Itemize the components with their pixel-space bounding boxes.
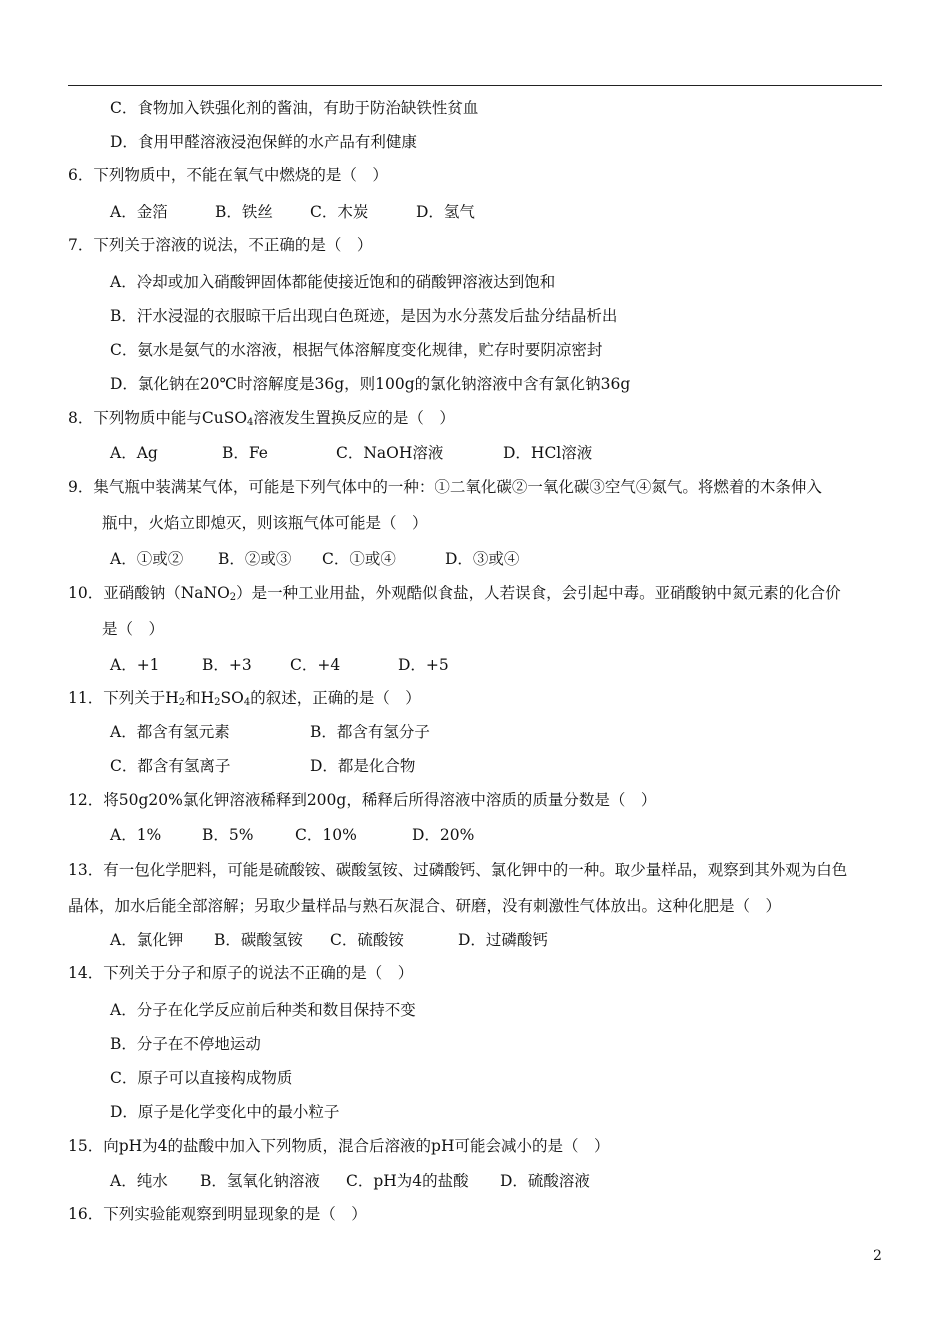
- question-13-cont: 晶体，加水后能全部溶解；另取少量样品与熟石灰混合、研磨，没有刺激性气体放出。这种化肥是（ ）: [68, 897, 782, 915]
- q10-option-d: D．+5: [398, 656, 449, 674]
- q7-option-b: B．汗水浸湿的衣服晾干后出现白色斑迹，是因为水分蒸发后盐分结晶析出: [110, 307, 618, 325]
- q6-option-c: C．木炭: [310, 203, 369, 221]
- q12-option-d: D．20%: [412, 826, 475, 844]
- q8-option-c: C．NaOH溶液: [336, 444, 444, 462]
- option-d: D．食用甲醛溶液浸泡保鲜的水产品有利健康: [110, 133, 417, 151]
- q15-option-d: D．硫酸溶液: [500, 1172, 590, 1190]
- q14-option-d: D．原子是化学变化中的最小粒子: [110, 1103, 340, 1121]
- q9-option-b: B．②或③: [218, 550, 292, 568]
- q13-option-b: B．碳酸氢铵: [214, 931, 303, 949]
- q8-option-a: A．Ag: [110, 444, 158, 462]
- option-c: C．食物加入铁强化剂的酱油，有助于防治缺铁性贫血: [110, 99, 479, 117]
- q11-option-a: A．都含有氢元素: [110, 723, 230, 741]
- q6-option-a: A．金箔: [110, 203, 168, 221]
- question-14: 14．下列关于分子和原子的说法不正确的是（ ）: [68, 964, 414, 982]
- q11-option-b: B．都含有氢分子: [310, 723, 430, 741]
- q11-option-d: D．都是化合物: [310, 757, 416, 775]
- q12-option-c: C．10%: [295, 826, 357, 844]
- question-16: 16．下列实验能观察到明显现象的是（ ）: [68, 1205, 367, 1223]
- q15-option-b: B．氢氧化钠溶液: [200, 1172, 320, 1190]
- question-10: 10．亚硝酸钠（NaNO$_2$）是一种工业用盐，外观酷似食盐，人若误食，会引起中毒。亚硝酸钠中氮元素的化合价: [68, 584, 841, 603]
- q9-option-a: A．①或②: [110, 550, 184, 568]
- q13-option-a: A．氯化钾: [110, 931, 184, 949]
- q9-option-c: C．①或④: [322, 550, 396, 568]
- question-12: 12．将50g20%氯化钾溶液稀释到200g，稀释后所得溶液中溶质的质量分数是（ ）: [68, 791, 657, 809]
- page-number: 2: [873, 1248, 882, 1264]
- q10-option-c: C．+4: [290, 656, 341, 674]
- q14-option-b: B．分子在不停地运动: [110, 1035, 261, 1053]
- question-10-cont: 是（ ）: [102, 620, 165, 638]
- q6-option-d: D．氢气: [416, 203, 475, 221]
- q14-option-a: A．分子在化学反应前后种类和数目保持不变: [110, 1001, 416, 1019]
- question-9: 9．集气瓶中装满某气体，可能是下列气体中的一种：①二氧化碳②一氧化碳③空气④氮气。将燃着的木条伸入: [68, 478, 822, 496]
- question-13: 13．有一包化学肥料，可能是硫酸铵、碳酸氢铵、过磷酸钙、氯化钾中的一种。取少量样品，观察到其外观为白色: [68, 861, 848, 879]
- q7-option-c: C．氨水是氨气的水溶液，根据气体溶解度变化规律，贮存时要阴凉密封: [110, 341, 603, 359]
- q6-option-b: B．铁丝: [215, 203, 273, 221]
- header-rule: [68, 85, 882, 86]
- q13-option-d: D．过磷酸钙: [458, 931, 548, 949]
- question-7: 7．下列关于溶液的说法，不正确的是（ ）: [68, 236, 373, 254]
- q12-option-a: A．1%: [110, 826, 162, 844]
- question-8: 8．下列物质中能与CuSO$_4$溶液发生置换反应的是（ ）: [68, 409, 455, 428]
- q12-option-b: B．5%: [202, 826, 254, 844]
- q14-option-c: C．原子可以直接构成物质: [110, 1069, 293, 1087]
- q7-option-a: A．冷却或加入硝酸钾固体都能使接近饱和的硝酸钾溶液达到饱和: [110, 273, 556, 291]
- q8-option-d: D．HCl溶液: [503, 444, 593, 462]
- q10-option-a: A．+1: [110, 656, 160, 674]
- q15-option-c: C．pH为4的盐酸: [346, 1172, 469, 1190]
- q9-option-d: D．③或④: [445, 550, 520, 568]
- q7-option-d: D．氯化钠在20℃时溶解度是36g，则100g的氯化钠溶液中含有氯化钠36g: [110, 375, 631, 393]
- q11-option-c: C．都含有氢离子: [110, 757, 231, 775]
- question-6: 6．下列物质中，不能在氧气中燃烧的是（ ）: [68, 166, 388, 184]
- q10-option-b: B．+3: [202, 656, 252, 674]
- question-15: 15．向pH为4的盐酸中加入下列物质，混合后溶液的pH可能会减小的是（ ）: [68, 1137, 610, 1155]
- q8-option-b: B．Fe: [222, 444, 268, 462]
- q13-option-c: C．硫酸铵: [330, 931, 404, 949]
- question-9-cont: 瓶中，火焰立即熄灭，则该瓶气体可能是（ ）: [102, 514, 428, 532]
- question-11: 11．下列关于$H_2$和$H_2SO_4$的叙述，正确的是（ ）: [68, 689, 421, 708]
- q15-option-a: A．纯水: [110, 1172, 168, 1190]
